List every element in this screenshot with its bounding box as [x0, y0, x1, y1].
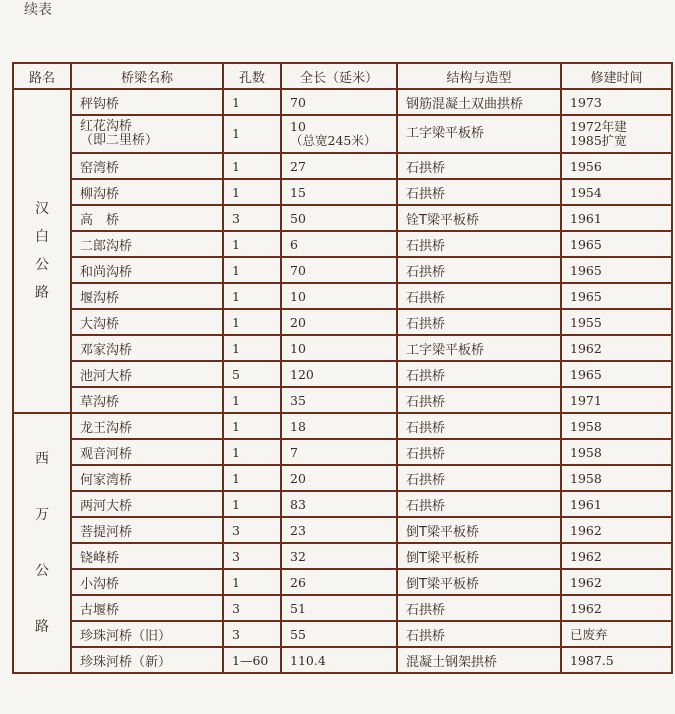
- spans-cell: 1: [223, 231, 281, 257]
- spans-cell: 1: [223, 569, 281, 595]
- length-cell: 51: [281, 595, 397, 621]
- spans-cell: 1: [223, 89, 281, 115]
- bridge-name-cell: 堰沟桥: [71, 283, 223, 309]
- length-cell: 15: [281, 179, 397, 205]
- bridge-name-cell: 草沟桥: [71, 387, 223, 413]
- year-cell: 1962: [561, 543, 672, 569]
- header-bridge-name: 桥梁名称: [71, 63, 223, 89]
- year-cell: 1954: [561, 179, 672, 205]
- structure-cell: 石拱桥: [397, 413, 561, 439]
- table-row: [13, 439, 672, 465]
- bridge-name-cell: 和尚沟桥: [71, 257, 223, 283]
- table-caption: 续表: [24, 2, 52, 18]
- table-row: [13, 595, 672, 621]
- bridge-name-cell: 秤钩桥: [71, 89, 223, 115]
- structure-cell: 钢筋混凝土双曲拱桥: [397, 89, 561, 115]
- table-row: [13, 569, 672, 595]
- length-cell: 27: [281, 153, 397, 179]
- table-row: [13, 179, 672, 205]
- year-cell: 1962: [561, 517, 672, 543]
- length-cell: 32: [281, 543, 397, 569]
- table-row: [13, 517, 672, 543]
- table-row: [13, 491, 672, 517]
- structure-cell: 混凝土钢架拱桥: [397, 647, 561, 673]
- table-row: [13, 413, 672, 439]
- length-cell: 70: [281, 257, 397, 283]
- structure-cell: 石拱桥: [397, 387, 561, 413]
- bridge-name-cell: 何家湾桥: [71, 465, 223, 491]
- structure-cell: 石拱桥: [397, 361, 561, 387]
- structure-cell: 石拱桥: [397, 621, 561, 647]
- table-row: [13, 231, 672, 257]
- spans-cell: 1: [223, 179, 281, 205]
- table-row: [13, 465, 672, 491]
- table-row: [13, 115, 672, 153]
- spans-cell: 1: [223, 387, 281, 413]
- length-cell: 6: [281, 231, 397, 257]
- length-cell: 26: [281, 569, 397, 595]
- year-cell: 1962: [561, 569, 672, 595]
- bridge-name-cell: 邓家沟桥: [71, 335, 223, 361]
- year-cell: 1965: [561, 257, 672, 283]
- table-row: [13, 387, 672, 413]
- structure-cell: 倒T梁平板桥: [397, 569, 561, 595]
- road-name-char: 万: [35, 507, 49, 523]
- year-cell: 1965: [561, 361, 672, 387]
- year-cell: 1971: [561, 387, 672, 413]
- spans-cell: 1—60: [223, 647, 281, 673]
- structure-cell: 石拱桥: [397, 257, 561, 283]
- structure-cell: 倒T梁平板桥: [397, 517, 561, 543]
- spans-cell: 1: [223, 309, 281, 335]
- spans-cell: 3: [223, 205, 281, 231]
- bridge-name-cell: 铙峰桥: [71, 543, 223, 569]
- road-name-char: 汉: [35, 201, 49, 217]
- year-cell: 1962: [561, 595, 672, 621]
- year-cell: 1965: [561, 283, 672, 309]
- bridge-name-cell: 珍珠河桥（新）: [71, 647, 223, 673]
- bridge-name-cell: 观音河桥: [71, 439, 223, 465]
- length-cell: [281, 115, 397, 153]
- spans-cell: 3: [223, 517, 281, 543]
- bridge-name-cell: 小沟桥: [71, 569, 223, 595]
- year-cell: 1958: [561, 465, 672, 491]
- spans-cell: 1: [223, 413, 281, 439]
- year-cell: 1958: [561, 439, 672, 465]
- year-subline: 1985扩宽: [570, 133, 627, 148]
- header-structure: 结构与造型: [397, 63, 561, 89]
- table-row: [13, 89, 672, 115]
- length-cell: 110.4: [281, 647, 397, 673]
- year-cell: 1961: [561, 205, 672, 231]
- table-row: [13, 647, 672, 673]
- bridge-name-cell: [71, 115, 223, 153]
- spans-cell: 1: [223, 465, 281, 491]
- length-cell: 55: [281, 621, 397, 647]
- structure-cell: 石拱桥: [397, 283, 561, 309]
- year-cell: 1973: [561, 89, 672, 115]
- year-cell: 1956: [561, 153, 672, 179]
- bridge-name-subline: （即二里桥）: [80, 133, 159, 148]
- bridge-name-cell: 柳沟桥: [71, 179, 223, 205]
- structure-cell: 石拱桥: [397, 309, 561, 335]
- length-cell: 120: [281, 361, 397, 387]
- table-row: [13, 335, 672, 361]
- road-name-char: 白: [35, 229, 49, 245]
- spans-cell: 1: [223, 283, 281, 309]
- bridge-name-cell: 两河大桥: [71, 491, 223, 517]
- table-row: [13, 283, 672, 309]
- year-cell: 已废弃: [561, 621, 672, 647]
- length-subline: （总宽245米）: [290, 133, 377, 148]
- road-name-char: 西: [35, 451, 49, 467]
- spans-cell: 1: [223, 335, 281, 361]
- spans-cell: 3: [223, 543, 281, 569]
- length-cell: 18: [281, 413, 397, 439]
- year-cell: 1961: [561, 491, 672, 517]
- structure-cell: 石拱桥: [397, 179, 561, 205]
- header-length: 全长（延米）: [281, 63, 397, 89]
- year-cell: 1962: [561, 335, 672, 361]
- year-cell: 1965: [561, 231, 672, 257]
- structure-cell: 铨T梁平板桥: [397, 205, 561, 231]
- length-cell: 50: [281, 205, 397, 231]
- spans-cell: 5: [223, 361, 281, 387]
- length-cell: 10: [281, 335, 397, 361]
- bridge-name-line: 红花沟桥: [80, 119, 133, 134]
- structure-cell: 工字梁平板桥: [397, 115, 561, 153]
- bridge-name-cell: 窑湾桥: [71, 153, 223, 179]
- length-cell: 35: [281, 387, 397, 413]
- bridge-name-cell: 古堰桥: [71, 595, 223, 621]
- header-row: [13, 63, 672, 89]
- spans-cell: 1: [223, 439, 281, 465]
- structure-cell: 石拱桥: [397, 231, 561, 257]
- length-cell: 20: [281, 465, 397, 491]
- road-name-cell: [13, 89, 71, 413]
- bridge-name-cell: 珍珠河桥（旧）: [71, 621, 223, 647]
- spans-cell: 3: [223, 621, 281, 647]
- table-row: [13, 543, 672, 569]
- bridge-name-cell: 高 桥: [71, 205, 223, 231]
- spans-cell: 1: [223, 257, 281, 283]
- header-year: 修建时间: [561, 63, 672, 89]
- header-road: 路名: [13, 63, 71, 89]
- length-cell: 10: [281, 283, 397, 309]
- structure-cell: 倒T梁平板桥: [397, 543, 561, 569]
- table-row: [13, 309, 672, 335]
- year-line: 1972年建: [570, 119, 627, 134]
- road-name-cell: [13, 413, 71, 673]
- road-name-char: 公: [35, 257, 49, 273]
- table-row: [13, 205, 672, 231]
- spans-cell: 3: [223, 595, 281, 621]
- road-name-char: 路: [35, 285, 49, 301]
- bridge-name-cell: 池河大桥: [71, 361, 223, 387]
- structure-cell: 石拱桥: [397, 491, 561, 517]
- length-cell: 83: [281, 491, 397, 517]
- table-row: [13, 621, 672, 647]
- road-name-char: 公: [35, 563, 49, 579]
- year-cell: [561, 115, 672, 153]
- year-cell: 1958: [561, 413, 672, 439]
- length-line: 10: [290, 119, 306, 134]
- bridge-name-cell: 龙王沟桥: [71, 413, 223, 439]
- structure-cell: 石拱桥: [397, 595, 561, 621]
- bridge-name-cell: 菩提河桥: [71, 517, 223, 543]
- year-cell: 1987.5: [561, 647, 672, 673]
- table-row: [13, 361, 672, 387]
- length-cell: 23: [281, 517, 397, 543]
- length-cell: 70: [281, 89, 397, 115]
- year-cell: 1955: [561, 309, 672, 335]
- length-cell: 7: [281, 439, 397, 465]
- road-name-char: 路: [35, 619, 49, 635]
- bridge-name-cell: 二郎沟桥: [71, 231, 223, 257]
- bridge-name-cell: 大沟桥: [71, 309, 223, 335]
- length-cell: 20: [281, 309, 397, 335]
- bridge-table: [12, 62, 673, 674]
- spans-cell: 1: [223, 491, 281, 517]
- structure-cell: 石拱桥: [397, 439, 561, 465]
- structure-cell: 石拱桥: [397, 153, 561, 179]
- spans-cell: 1: [223, 115, 281, 153]
- structure-cell: 工字梁平板桥: [397, 335, 561, 361]
- structure-cell: 石拱桥: [397, 465, 561, 491]
- header-spans: 孔数: [223, 63, 281, 89]
- spans-cell: 1: [223, 153, 281, 179]
- table-row: [13, 153, 672, 179]
- table-row: [13, 257, 672, 283]
